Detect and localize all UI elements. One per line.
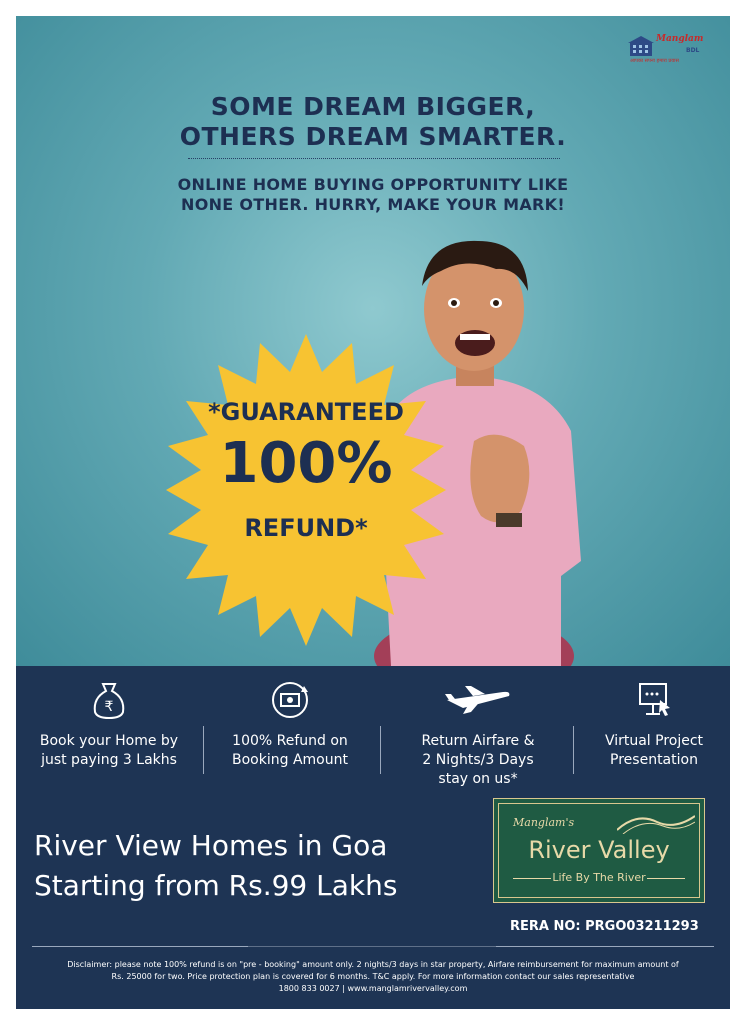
hero-section bbox=[16, 16, 730, 666]
feature-label: Virtual Project Presentation bbox=[604, 733, 704, 768]
tagline-line-1: River View Homes in Goa bbox=[34, 829, 388, 862]
rupee-moneybag-icon bbox=[87, 678, 131, 722]
subheadline-line-2: NONE OTHER. HURRY, MAKE YOUR MARK! bbox=[181, 195, 565, 214]
subheadline bbox=[16, 175, 730, 215]
divider bbox=[380, 726, 381, 774]
refund-icon bbox=[268, 678, 312, 722]
feature-refund bbox=[210, 678, 370, 770]
disclaimer-line-1: Disclaimer: please note 100% refund is on "pre - booking" amount only. 2 nights/3 days in star property, Airfare reimbursement for maximum amount of bbox=[67, 960, 679, 969]
airplane-icon bbox=[443, 678, 513, 722]
building-icon bbox=[628, 36, 654, 58]
offer-refund: REFUND* bbox=[244, 514, 368, 542]
river-valley-frame bbox=[498, 803, 700, 898]
headline bbox=[16, 92, 730, 152]
subheadline-line-1: ONLINE HOME BUYING OPPORTUNITY LIKE bbox=[177, 175, 569, 194]
tagline-line-2: Starting from Rs.99 Lakhs bbox=[34, 869, 398, 902]
feature-virtual-presentation bbox=[580, 678, 728, 770]
manglam-logo bbox=[628, 32, 718, 66]
logo-name: Manglam bbox=[656, 34, 704, 44]
feature-book-home bbox=[26, 678, 192, 770]
headline-line-2: OTHERS DREAM SMARTER. bbox=[179, 122, 567, 151]
advertisement bbox=[16, 16, 730, 1009]
offer-percentage: 100% bbox=[219, 431, 393, 496]
refund-offer bbox=[150, 334, 462, 646]
bottom-rule-right bbox=[496, 946, 714, 947]
offer-guaranteed: *GUARANTEED bbox=[208, 398, 404, 426]
project-tagline bbox=[34, 826, 474, 906]
bottom-rule-left bbox=[32, 946, 248, 947]
disclaimer bbox=[46, 959, 700, 995]
river-wave-icon bbox=[617, 810, 695, 834]
dotted-divider bbox=[188, 158, 560, 159]
headline-line-1: SOME DREAM BIGGER, bbox=[210, 92, 536, 121]
disclaimer-contact: 1800 833 0027 | www.manglamrivervalley.com bbox=[278, 984, 468, 993]
features-panel bbox=[16, 666, 730, 1009]
presentation-icon bbox=[632, 678, 676, 722]
logo-suffix: BDL bbox=[686, 47, 700, 54]
developer-name: Manglam's bbox=[513, 816, 575, 829]
feature-label: Return Airfare & 2 Nights/3 Days stay on us* bbox=[421, 733, 535, 787]
disclaimer-line-2: Rs. 25000 for two. Price protection plan is covered for 6 months. T&C apply. For more information contact our sales representative bbox=[111, 972, 635, 981]
bottom-rule-middle bbox=[248, 946, 496, 947]
logo-tagline: आपका सपना हमारा प्रयास bbox=[630, 58, 679, 64]
slogan-line-right bbox=[647, 878, 685, 879]
divider bbox=[203, 726, 204, 774]
project-name: River Valley bbox=[528, 836, 670, 864]
feature-airfare bbox=[388, 678, 568, 789]
feature-label: 100% Refund on Booking Amount bbox=[232, 733, 348, 768]
rera-number: RERA NO: PRGO03211293 bbox=[510, 919, 699, 934]
project-slogan: Life By The River bbox=[552, 871, 646, 884]
divider bbox=[573, 726, 574, 774]
feature-label: Book your Home by just paying 3 Lakhs bbox=[39, 733, 179, 768]
river-valley-logo bbox=[493, 798, 705, 903]
svg-text:₹: ₹ bbox=[104, 699, 114, 715]
